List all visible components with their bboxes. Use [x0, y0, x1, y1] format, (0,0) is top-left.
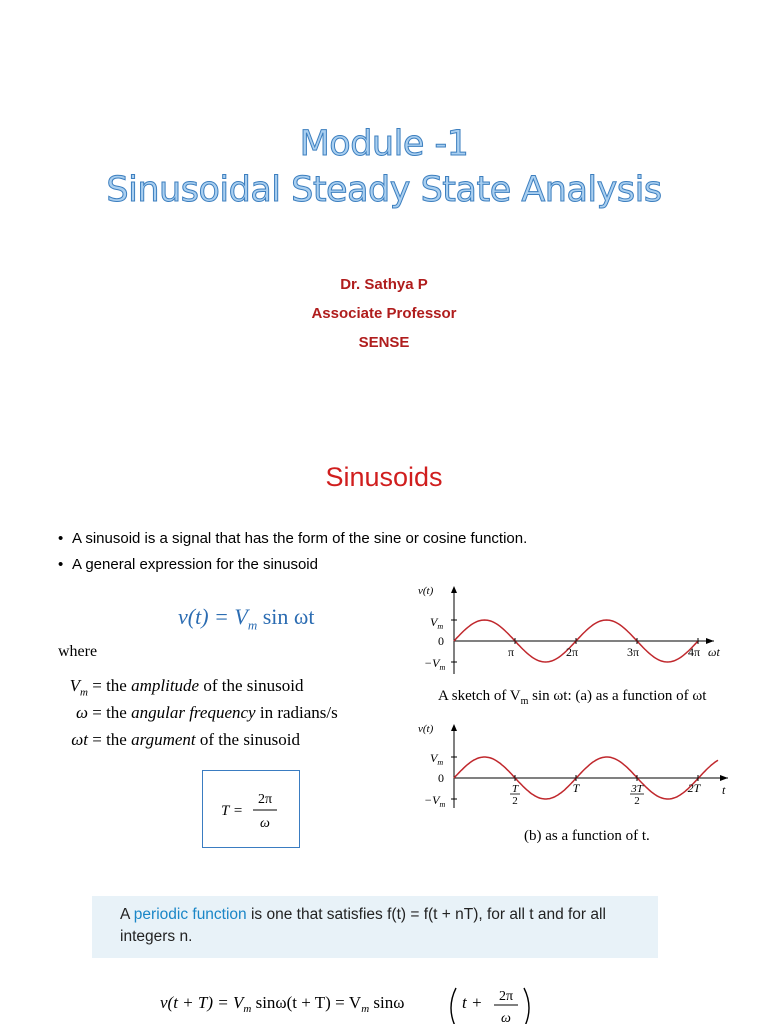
tick-half-t-num: T: [511, 783, 519, 795]
xtick-label-a: 3π: [626, 645, 640, 659]
tick-3t-half-den: 2: [634, 795, 640, 807]
xtick-label-a: 4π: [687, 645, 701, 659]
xticks-b: [510, 775, 702, 807]
bullet-item: • A sinusoid is a signal that has the form of the sine or cosine function.: [58, 530, 528, 547]
xtick-label-a: 2π: [565, 645, 579, 659]
period-denominator: ω: [260, 816, 270, 831]
ytick-neg-vm-b: $-V_m$: [424, 793, 446, 809]
ytick-zero-b: 0: [438, 771, 444, 785]
tick-3t-half-num: 3T: [631, 783, 643, 795]
definitions: [30, 676, 338, 757]
xtick-label-a: π: [507, 645, 515, 659]
author-school: SENSE: [358, 334, 410, 351]
bullet-item: • A general expression for the sinusoid: [58, 556, 318, 573]
periodic-keyword: periodic function: [133, 906, 247, 923]
ytick-vm-b: $V_m$: [430, 751, 444, 767]
definition-row: ωt = the argument of the sinusoid: [71, 730, 300, 749]
module-subtitle: Sinusoidal Steady State Analysis: [106, 170, 662, 210]
section-title: Sinusoids: [325, 462, 443, 492]
period-formula-box: [202, 770, 300, 848]
bullet-list: [58, 530, 527, 582]
ytick-neg-vm-a: $-V_m$: [424, 656, 446, 672]
definition-row: $V_m$ = the amplitude of the sinusoid: [69, 676, 304, 699]
svg-text:v(t + T) = Vm sinω(t + T) = Vm: $v(t + T) = V_m$ $\sin\omega(t + T) = V_m$ sinω: [160, 993, 405, 1015]
tick-2t: 2T: [687, 781, 701, 795]
svg-text:2π: 2π: [498, 989, 514, 1004]
tick-half-t-den: 2: [512, 795, 518, 807]
periodic-function-note: A periodic function is one that satisfies f(t) = f(t + nT), for all t and for all integers n.: [92, 896, 658, 958]
ylabel-a: v(t): [418, 585, 434, 597]
module-title: Module -1: [299, 124, 469, 164]
caption-b: (b) as a function of t.: [524, 828, 650, 844]
xlabel-b: t: [722, 783, 726, 797]
xlabel-a: ωt: [708, 645, 720, 659]
ylabel-b: v(t): [418, 723, 434, 735]
ytick-vm-a: $V_m$: [430, 615, 444, 631]
definition-row: ω = the angular frequency in radians/s: [75, 703, 338, 722]
sinusoid-plot-a: [418, 580, 758, 682]
periodicity-equation: [150, 980, 570, 1024]
caption-a: A sketch of $V_m$ sin ωt: (a) as a function of ωt: [438, 688, 707, 707]
period-numerator: 2π: [257, 792, 273, 807]
tick-t: T: [572, 781, 580, 795]
svg-text:t +: t +: [462, 993, 483, 1012]
where-label: where: [58, 643, 98, 660]
author-position: Associate Professor: [311, 305, 457, 322]
author-name: Dr. Sathya P: [340, 276, 428, 293]
period-lhs: T =: [221, 803, 243, 819]
svg-text:ω: ω: [501, 1011, 511, 1024]
sinusoid-plot-b: [418, 718, 758, 818]
ytick-zero-a: 0: [438, 634, 444, 648]
sinusoid-equation: $v(t) = V_m$ sin ωt: [178, 604, 315, 633]
